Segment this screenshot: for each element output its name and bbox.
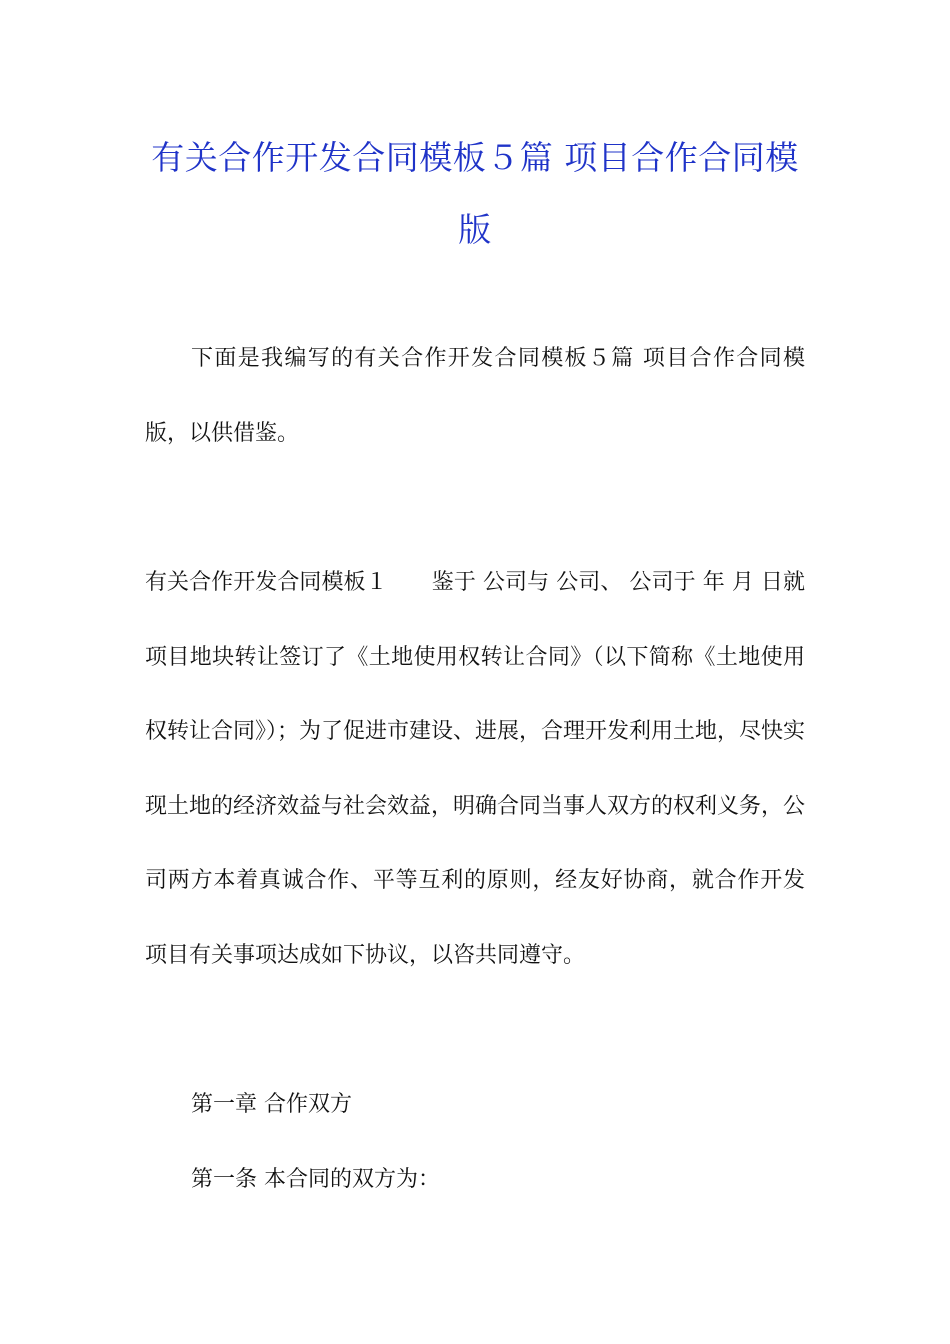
document-title: 有关合作开发合同模板５篇 项目合作合同模版 — [151, 138, 799, 249]
intro-paragraph: 下面是我编写的有关合作开发合同模板５篇 项目合作合同模版，以供借鉴。 — [145, 346, 805, 446]
contract-paragraph-1: 有关合作开发合同模板１ 鉴于 公司与 公司、 公司于 年 月 日就 项目地块转让签订了《土地使用权转让合同》（以下简称《土地使用权转让合同》）；为了促进市建设、进展，合理开发利用土地，尽快实现土地的经济效益与社会效益，明确合同当事人双方的权利义务，公司两方本着真诚合作、平等互利的原则，经友好协商，就合作开发 项目有关事项达成如下协议，以咨共同遵守。 — [145, 570, 806, 968]
chapter-heading: 第一章 合作双方 — [191, 1092, 352, 1117]
article-heading: 第一条 本合同的双方为： — [191, 1167, 440, 1192]
